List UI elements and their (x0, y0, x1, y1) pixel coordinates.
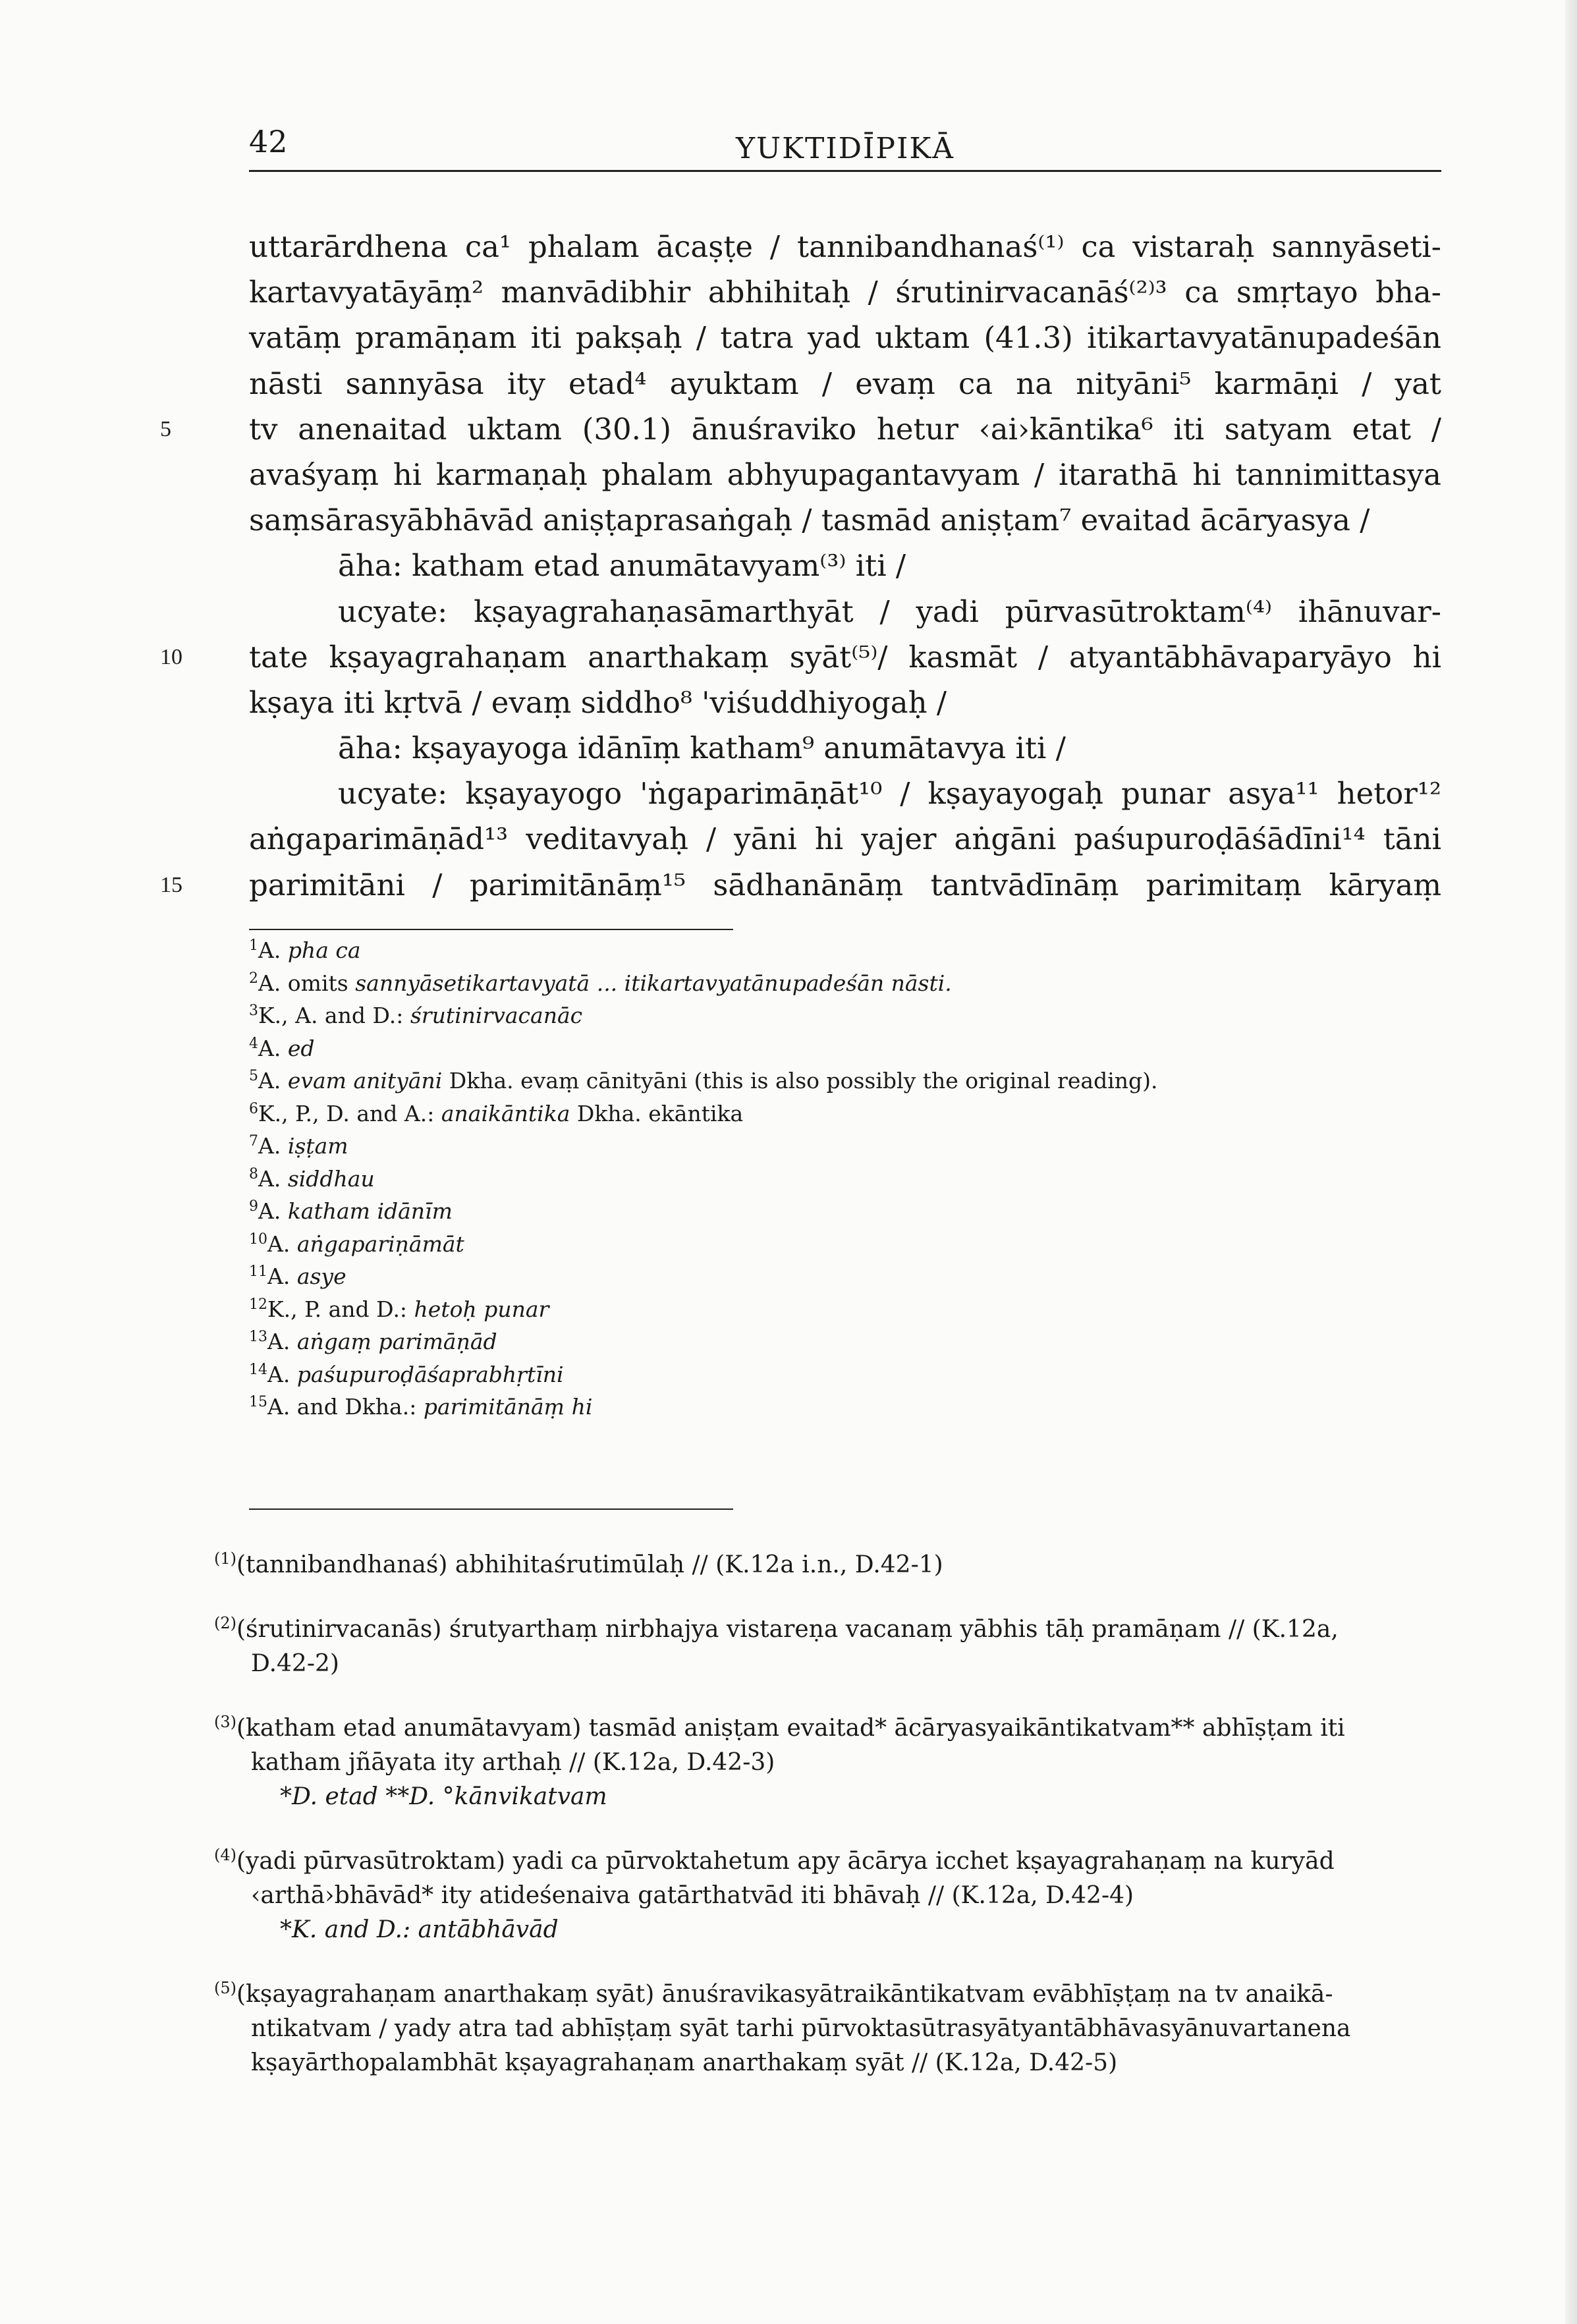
footnote (249, 1195, 1441, 1228)
commentary-line (214, 1879, 1466, 1913)
footnote (249, 1293, 1441, 1326)
footnote (249, 1097, 1441, 1130)
footnote-pre: K., P. and D.: (267, 1296, 414, 1322)
commentary-number: (2) (214, 1614, 236, 1632)
page-edge-shadow (1565, 0, 1577, 2324)
footnote (249, 1358, 1441, 1391)
line-text: kṣaya iti kṛtvā / evaṃ siddho⁸ 'viśuddhiyogaḥ / (249, 684, 947, 720)
line-text: ucyate: kṣayagrahaṇasāmarthyāt / yadi pūrvasūtroktam⁽⁴⁾ ihānuvar- (338, 594, 1441, 629)
footnote (249, 1065, 1441, 1097)
line-text: parimitāni / parimitānāṃ¹⁵ sādhanānāṃ tantvādīnāṃ parimitaṃ kāryaṃ (249, 867, 1441, 902)
footnote-it: paśupuroḍāśaprabhṛtīni (296, 1361, 564, 1387)
line-text: saṃsārasyābhāvād aniṣṭaprasaṅgaḥ / tasmād aniṣṭam⁷ evaitad ācāryasya / (249, 503, 1370, 538)
footnote (249, 1130, 1441, 1163)
footnote-n: 8 (249, 1165, 258, 1182)
commentary-text: (yadi pūrvasūtroktam) yadi ca pūrvoktahetum apy ācārya icchet kṣayagrahaṇaṃ na kuryād (236, 1848, 1335, 1875)
commentary-text: (śrutinirvacanās) śrutyarthaṃ nirbhajya vistareṇa vacanaṃ yābhis tāḥ pramāṇam // (K.12a, (236, 1616, 1339, 1643)
footnote-pre: A. (258, 1165, 288, 1192)
footnote-n: 5 (249, 1068, 258, 1084)
footnote-pre: A. (258, 1068, 288, 1093)
footnote-pre: A. and Dkha.: (267, 1394, 424, 1420)
footnote-pre: A. (258, 1198, 288, 1224)
footnote-n: 2 (249, 970, 258, 987)
line-number: 10 (160, 644, 182, 669)
commentary-line (214, 1613, 1466, 1647)
text-line (249, 497, 1441, 543)
footnote-rule (249, 929, 733, 930)
footnote-it: parimitānāṃ hi (423, 1394, 593, 1420)
running-title: YUKTIDĪPIKĀ (735, 132, 955, 165)
text-line (249, 725, 1441, 771)
line-text: āha: kṣayayoga idānīṃ katham⁹ anumātavya iti / (338, 731, 1066, 766)
commentary-line (214, 1844, 1466, 1879)
commentary-number: (3) (214, 1713, 236, 1731)
text-line (249, 543, 1441, 588)
footnote-pre: A. omits (258, 970, 356, 996)
footnote-pre: K., A. and D.: (258, 1003, 410, 1028)
text-line (249, 589, 1441, 634)
commentary-entry (214, 1711, 1466, 1814)
footnote (249, 967, 1441, 1000)
text-line (249, 315, 1441, 360)
footnote-n: 7 (249, 1133, 258, 1149)
text-line (249, 224, 1441, 269)
footnote-it: hetoḥ punar (414, 1296, 549, 1322)
footnote-n: 4 (249, 1035, 258, 1052)
footnote-pre: A. (258, 937, 288, 963)
footnote-it: evam anityāni (287, 1068, 443, 1093)
text-line (160, 862, 1441, 908)
commentary-line (214, 1647, 1466, 1681)
footnote (249, 1228, 1441, 1261)
footnote (249, 1325, 1441, 1358)
main-text (160, 224, 1441, 908)
text-line (160, 406, 1441, 452)
text-line (249, 816, 1441, 862)
footnote-it: sannyāsetikartavyatā ... itikartavyatānupadeśān nāsti. (355, 970, 952, 996)
commentary-text: ntikatvam / yady atra tad abhīṣṭaṃ syāt tarhi pūrvoktasūtrasyātyantābhāvasyānuvartanena (251, 2015, 1351, 2042)
footnote-it: śrutinirvacanāc (410, 1003, 583, 1028)
commentary-text: (kṣayagrahaṇam anarthakaṃ syāt) ānuśravikasyātraikāntikatvam evābhīṣṭaṃ na tv anaikā- (236, 1981, 1333, 2008)
page-number: 42 (249, 124, 288, 159)
text-line (249, 680, 1441, 725)
footnote (249, 1260, 1441, 1293)
footnote-pre: A. (267, 1361, 297, 1387)
commentary-line (214, 1711, 1466, 1746)
commentary-line (214, 1746, 1466, 1780)
footnote-it: siddhau (287, 1165, 375, 1192)
footnote-pre: A. (267, 1329, 297, 1354)
commentary-entry (214, 1548, 1466, 1582)
footnote-pre: A. (267, 1263, 297, 1289)
commentary-entry (214, 1978, 1466, 2080)
footnote-it: ed (287, 1035, 315, 1061)
commentary-entry (214, 1844, 1466, 1947)
footnote-post: Dkha. ekāntika (570, 1100, 744, 1126)
text-line (249, 269, 1441, 315)
footnote-it: anaikāntika (441, 1100, 570, 1126)
footnote-pre: K., P., D. and A.: (258, 1100, 441, 1126)
commentary-line (214, 2012, 1466, 2046)
footnote-it: pha ca (287, 937, 361, 963)
line-text: kartavyatāyāṃ² manvādibhir abhihitaḥ / śrutinirvacanāś⁽²⁾³ ca smṛtayo bha- (249, 275, 1441, 310)
footnote-n: 6 (249, 1100, 258, 1117)
footnote-n: 9 (249, 1198, 258, 1215)
page-header (249, 124, 1441, 172)
line-number: 5 (160, 416, 171, 441)
commentary-text: (tannibandhanaś) abhihitaśrutimūlaḥ // (K.12a i.n., D.42-1) (236, 1551, 943, 1578)
footnote-n: 1 (249, 937, 258, 954)
footnote-pre: A. (267, 1231, 297, 1257)
footnote-n: 12 (249, 1296, 267, 1313)
commentary-number: (4) (214, 1846, 236, 1864)
footnote-it: iṣṭam (287, 1133, 348, 1159)
footnote-pre: A. (258, 1035, 288, 1061)
line-text: ucyate: kṣayayogo 'ṅgaparimāṇāt¹⁰ / kṣayayogaḥ punar asya¹¹ hetor¹² (338, 776, 1441, 812)
text-line (249, 361, 1441, 406)
footnote-it: asye (296, 1263, 346, 1289)
footnote (249, 1163, 1441, 1196)
line-text: nāsti sannyāsa ity etad⁴ ayuktam / evaṃ ca na nityāni⁵ karmāṇi / yat (249, 366, 1441, 401)
footnote-it: aṅgaṃ parimāṇād (296, 1329, 497, 1354)
footnote (249, 1032, 1441, 1065)
footnote-n: 11 (249, 1263, 267, 1280)
footnote-pre: A. (258, 1133, 288, 1159)
commentary-text: (katham etad anumātavyam) tasmād aniṣṭam evaitad* ācāryasyaikāntikatvam** abhīṣṭam iti (236, 1715, 1345, 1742)
footnote (249, 999, 1441, 1032)
commentary-line (214, 2046, 1466, 2080)
footnote-n: 15 (249, 1394, 267, 1410)
line-text: aṅgaparimāṇād¹³ veditavyaḥ / yāni hi yajer aṅgāni paśupuroḍāśādīni¹⁴ tāni (249, 821, 1441, 857)
footnote-n: 13 (249, 1329, 267, 1345)
footnote (249, 1391, 1441, 1424)
commentary-text: kṣayārthopalambhāt kṣayagrahaṇam anarthakaṃ syāt // (K.12a, D.42-5) (251, 2049, 1118, 2076)
commentary-text: katham jñāyata ity arthaḥ // (K.12a, D.42-3) (251, 1749, 775, 1776)
footnote-it: aṅgapariṇāmāt (296, 1231, 464, 1257)
commentary-variant: *K. and D.: antābhāvād (280, 1916, 559, 1943)
commentary-text: D.42-2) (251, 1650, 339, 1677)
line-text: uttarārdhena ca¹ phalam ācaṣṭe / tannibandhanaś⁽¹⁾ ca vistaraḥ sannyāseti- (249, 229, 1441, 264)
footnote-post: Dkha. evaṃ cānityāni (this is also possibly the original reading). (442, 1068, 1158, 1093)
commentary-line (214, 1978, 1466, 2012)
text-line (160, 634, 1441, 680)
commentary-variant: *D. etad **D. °kānvikatvam (280, 1783, 607, 1810)
commentary-rule (249, 1508, 733, 1510)
line-text: vatāṃ pramāṇam iti pakṣaḥ / tatra yad uktam (41.3) itikartavyatānupadeśān (249, 320, 1441, 356)
line-text: tv anenaitad uktam (30.1) ānuśraviko hetur ‹ai›kāntika⁶ iti satyam etat / (249, 411, 1441, 447)
commentary-text: ‹arthā›bhāvād* ity atideśenaiva gatārthatvād iti bhāvaḥ // (K.12a, D.42-4) (251, 1882, 1134, 1909)
footnote-n: 3 (249, 1003, 258, 1019)
footnote-it: katham idānīm (287, 1198, 453, 1224)
footnote-n: 10 (249, 1231, 267, 1248)
text-line (249, 771, 1441, 816)
commentary-line (214, 1548, 1466, 1582)
commentary-number: (1) (214, 1549, 236, 1568)
footnote-n: 14 (249, 1361, 267, 1378)
footnotes (249, 934, 1441, 1424)
line-number: 15 (160, 872, 182, 897)
line-text: āha: katham etad anumātavyam⁽³⁾ iti / (338, 548, 906, 584)
commentary (214, 1548, 1466, 2111)
text-line (249, 452, 1441, 497)
commentary-number: (5) (214, 1979, 236, 1997)
line-text: tate kṣayagrahaṇam anarthakaṃ syāt⁽⁵⁾/ kasmāt / atyantābhāvaparyāyo hi (249, 639, 1441, 675)
footnote (249, 934, 1441, 967)
line-text: avaśyaṃ hi karmaṇaḥ phalam abhyupagantavyam / itarathā hi tannimittasya (249, 456, 1441, 492)
commentary-entry (214, 1613, 1466, 1681)
